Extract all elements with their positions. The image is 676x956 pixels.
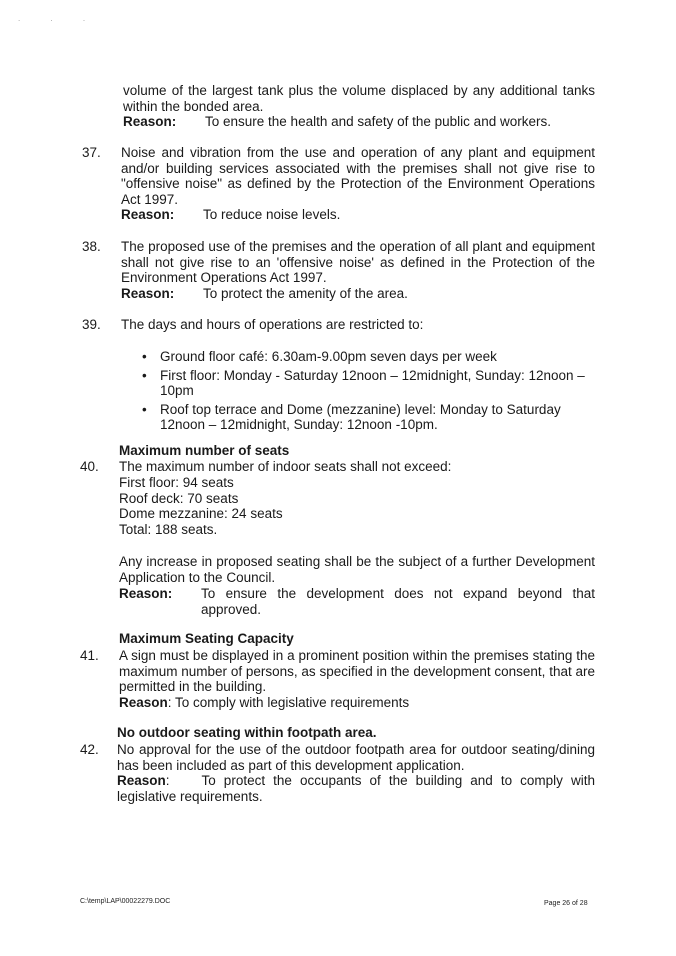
item-number: 42. [80, 742, 99, 757]
reason-label: Reason: [123, 114, 177, 129]
footer-page-number: Page 26 of 28 [544, 900, 588, 907]
reason-text: To ensure the health and safety of the public and workers. [205, 114, 551, 129]
seat-lines [119, 475, 595, 537]
reason-label: Reason [119, 695, 168, 710]
bullet-icon: • [142, 349, 147, 364]
reason-text: : To protect the occupants of the building and to comply with legislative requirements. [117, 773, 599, 804]
list-item: • Ground floor café: 6.30am-9.00pm seven days per week [142, 349, 497, 364]
reason-label: Reason [117, 773, 166, 788]
item-number: 40. [80, 459, 99, 474]
item-text: The maximum number of indoor seats shall not exceed: [119, 459, 452, 474]
scan-marks: . . . [18, 14, 100, 23]
reason-text: To ensure the development does not expand beyond that approved. [201, 586, 595, 617]
bullet-icon: • [142, 401, 147, 417]
item-number: 38. [82, 239, 101, 254]
hours-list [142, 349, 595, 436]
reason-label: Reason: [121, 286, 175, 301]
item-text: No approval for the use of the outdoor footpath area for outdoor seating/dining has been included as part of this development application. [117, 742, 595, 773]
item-text: The proposed use of the premises and the operation of all plant and equipment shall not give rise to an 'offensive noise' as defined in the Protection of the Environment Operations Act 1997. [121, 239, 595, 285]
reason-row [121, 207, 595, 223]
reason-row [123, 114, 595, 130]
bullet-icon: • [142, 367, 147, 383]
item-number: 37. [82, 145, 101, 160]
list-item: • Roof top terrace and Dome (mezzanine) level: Monday to Saturday 12noon – 12midnight, Sunday: 12noon -10pm. [142, 401, 561, 432]
item-number: 41. [80, 648, 99, 663]
seat-line: First floor: 94 seats [119, 475, 234, 490]
seat-line: Total: 188 seats. [119, 521, 218, 537]
reason-row [119, 695, 595, 711]
item-text: The days and hours of operations are restricted to: [121, 317, 424, 332]
footer-file-path: C:\temp\LAP\00022279.DOC [80, 898, 171, 905]
reason-label: Reason: [119, 586, 173, 601]
reason-text: To protect the amenity of the area. [203, 286, 408, 301]
item-text: A sign must be displayed in a prominent position within the premises stating the maximum number of persons, as specified in the development consent, that are permitted in the building. [119, 648, 595, 694]
section-heading: No outdoor seating within footpath area. [117, 725, 377, 740]
seat-line: Dome mezzanine: 24 seats [119, 506, 283, 521]
reason-text: To reduce noise levels. [203, 207, 341, 222]
reason-row [121, 286, 595, 302]
list-item: • First floor: Monday - Saturday 12noon – 12midnight, Sunday: 12noon – 10pm [142, 367, 585, 398]
reason-row [119, 586, 595, 617]
reason-label: Reason: [121, 207, 175, 222]
continuation-paragraph [123, 83, 595, 114]
continuation-text: volume of the largest tank plus the volume displaced by any additional tanks within the bonded area. [123, 83, 595, 114]
section-heading: Maximum Seating Capacity [119, 631, 294, 646]
item-text: Noise and vibration from the use and operation of any plant and equipment and/or building services associated with the premises shall not give rise to "offensive noise" as defined by the Protection of the Environment Operations Act 1997. [121, 145, 595, 207]
section-heading: Maximum number of seats [119, 443, 290, 458]
seating-paragraph: Any increase in proposed seating shall be the subject of a further Development Application to the Council. [119, 554, 595, 585]
item-number: 39. [82, 317, 101, 332]
reason-text: : To comply with legislative requirements [167, 695, 410, 710]
seat-line: Roof deck: 70 seats [119, 490, 239, 506]
reason-row [117, 773, 599, 804]
